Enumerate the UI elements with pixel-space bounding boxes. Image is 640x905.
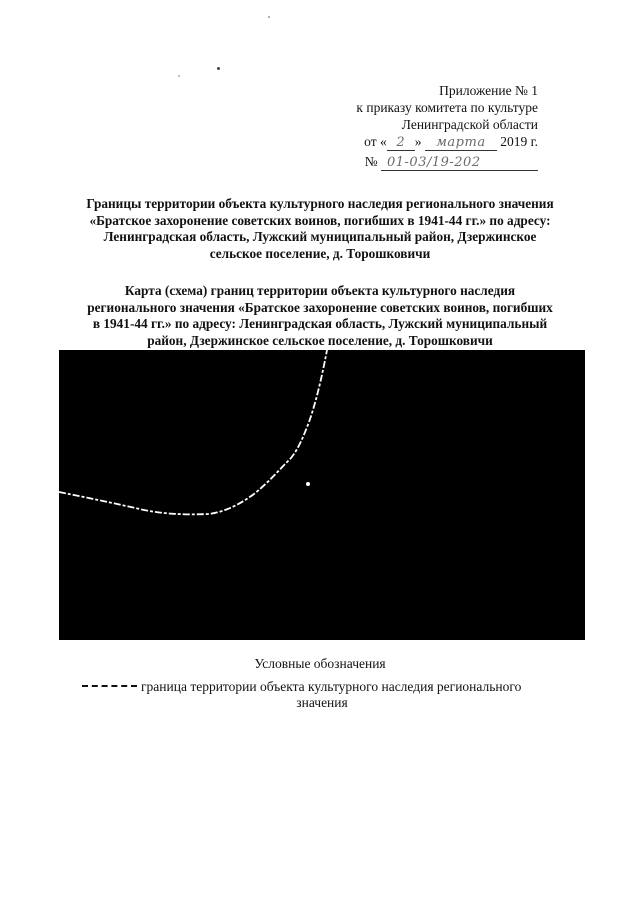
map-title-line: район, Дзержинское сельское поселение, д. Торошковичи — [147, 332, 493, 348]
appendix-line-2: к приказу комитета по культуре — [356, 100, 538, 115]
date-mid: » — [414, 134, 422, 149]
map-title-line: Карта (схема) границ территории объекта культурного наследия — [124, 283, 516, 298]
map-title — [60, 283, 580, 349]
document-title-line: сельское поселение, д. Торошковичи — [209, 245, 431, 261]
dashed-line-symbol — [82, 685, 137, 687]
document-title-line: Ленинградская область, Лужский муниципальный район, Дзержинское — [103, 229, 537, 244]
map-title-line: регионального значения «Братское захоронение советских воинов, погибших — [87, 299, 553, 315]
appendix-number-line — [356, 153, 538, 171]
boundary-map — [59, 350, 585, 640]
date-year: 2019 г. — [500, 134, 538, 149]
date-day-handwritten: 2 — [387, 136, 415, 151]
document-title — [60, 196, 580, 262]
scan-speck — [268, 16, 270, 18]
appendix-date-line — [356, 133, 538, 151]
legend-title: Условные обозначения — [254, 656, 386, 671]
date-prefix: от « — [364, 134, 387, 149]
document-title-line: «Братское захоронение советских воинов, погибших в 1941-44 гг.» по адресу: — [89, 212, 551, 228]
scan-speck — [178, 75, 180, 77]
scan-speck — [217, 67, 220, 70]
appendix-line-1: Приложение № 1 — [439, 83, 538, 98]
number-prefix: № — [364, 154, 378, 169]
document-title-line: Границы территории объекта культурного наследия регионального значения — [86, 196, 554, 211]
legend-item-text-1: граница территории объекта культурного наследия регионального — [141, 679, 522, 694]
map-title-line: в 1941-44 гг.» по адресу: Ленинградская область, Лужский муниципальный — [92, 316, 548, 331]
date-month-handwritten: марта — [425, 136, 497, 151]
legend-item-text-2: значения — [296, 695, 348, 710]
burial-site-marker — [306, 482, 310, 486]
boundary-map-svg — [59, 350, 585, 640]
document-number-handwritten: 01-03/19-202 — [381, 156, 538, 171]
appendix-block — [356, 82, 538, 171]
appendix-line-3: Ленинградской области — [401, 117, 538, 132]
legend-item — [82, 679, 522, 711]
map-background — [59, 350, 585, 640]
